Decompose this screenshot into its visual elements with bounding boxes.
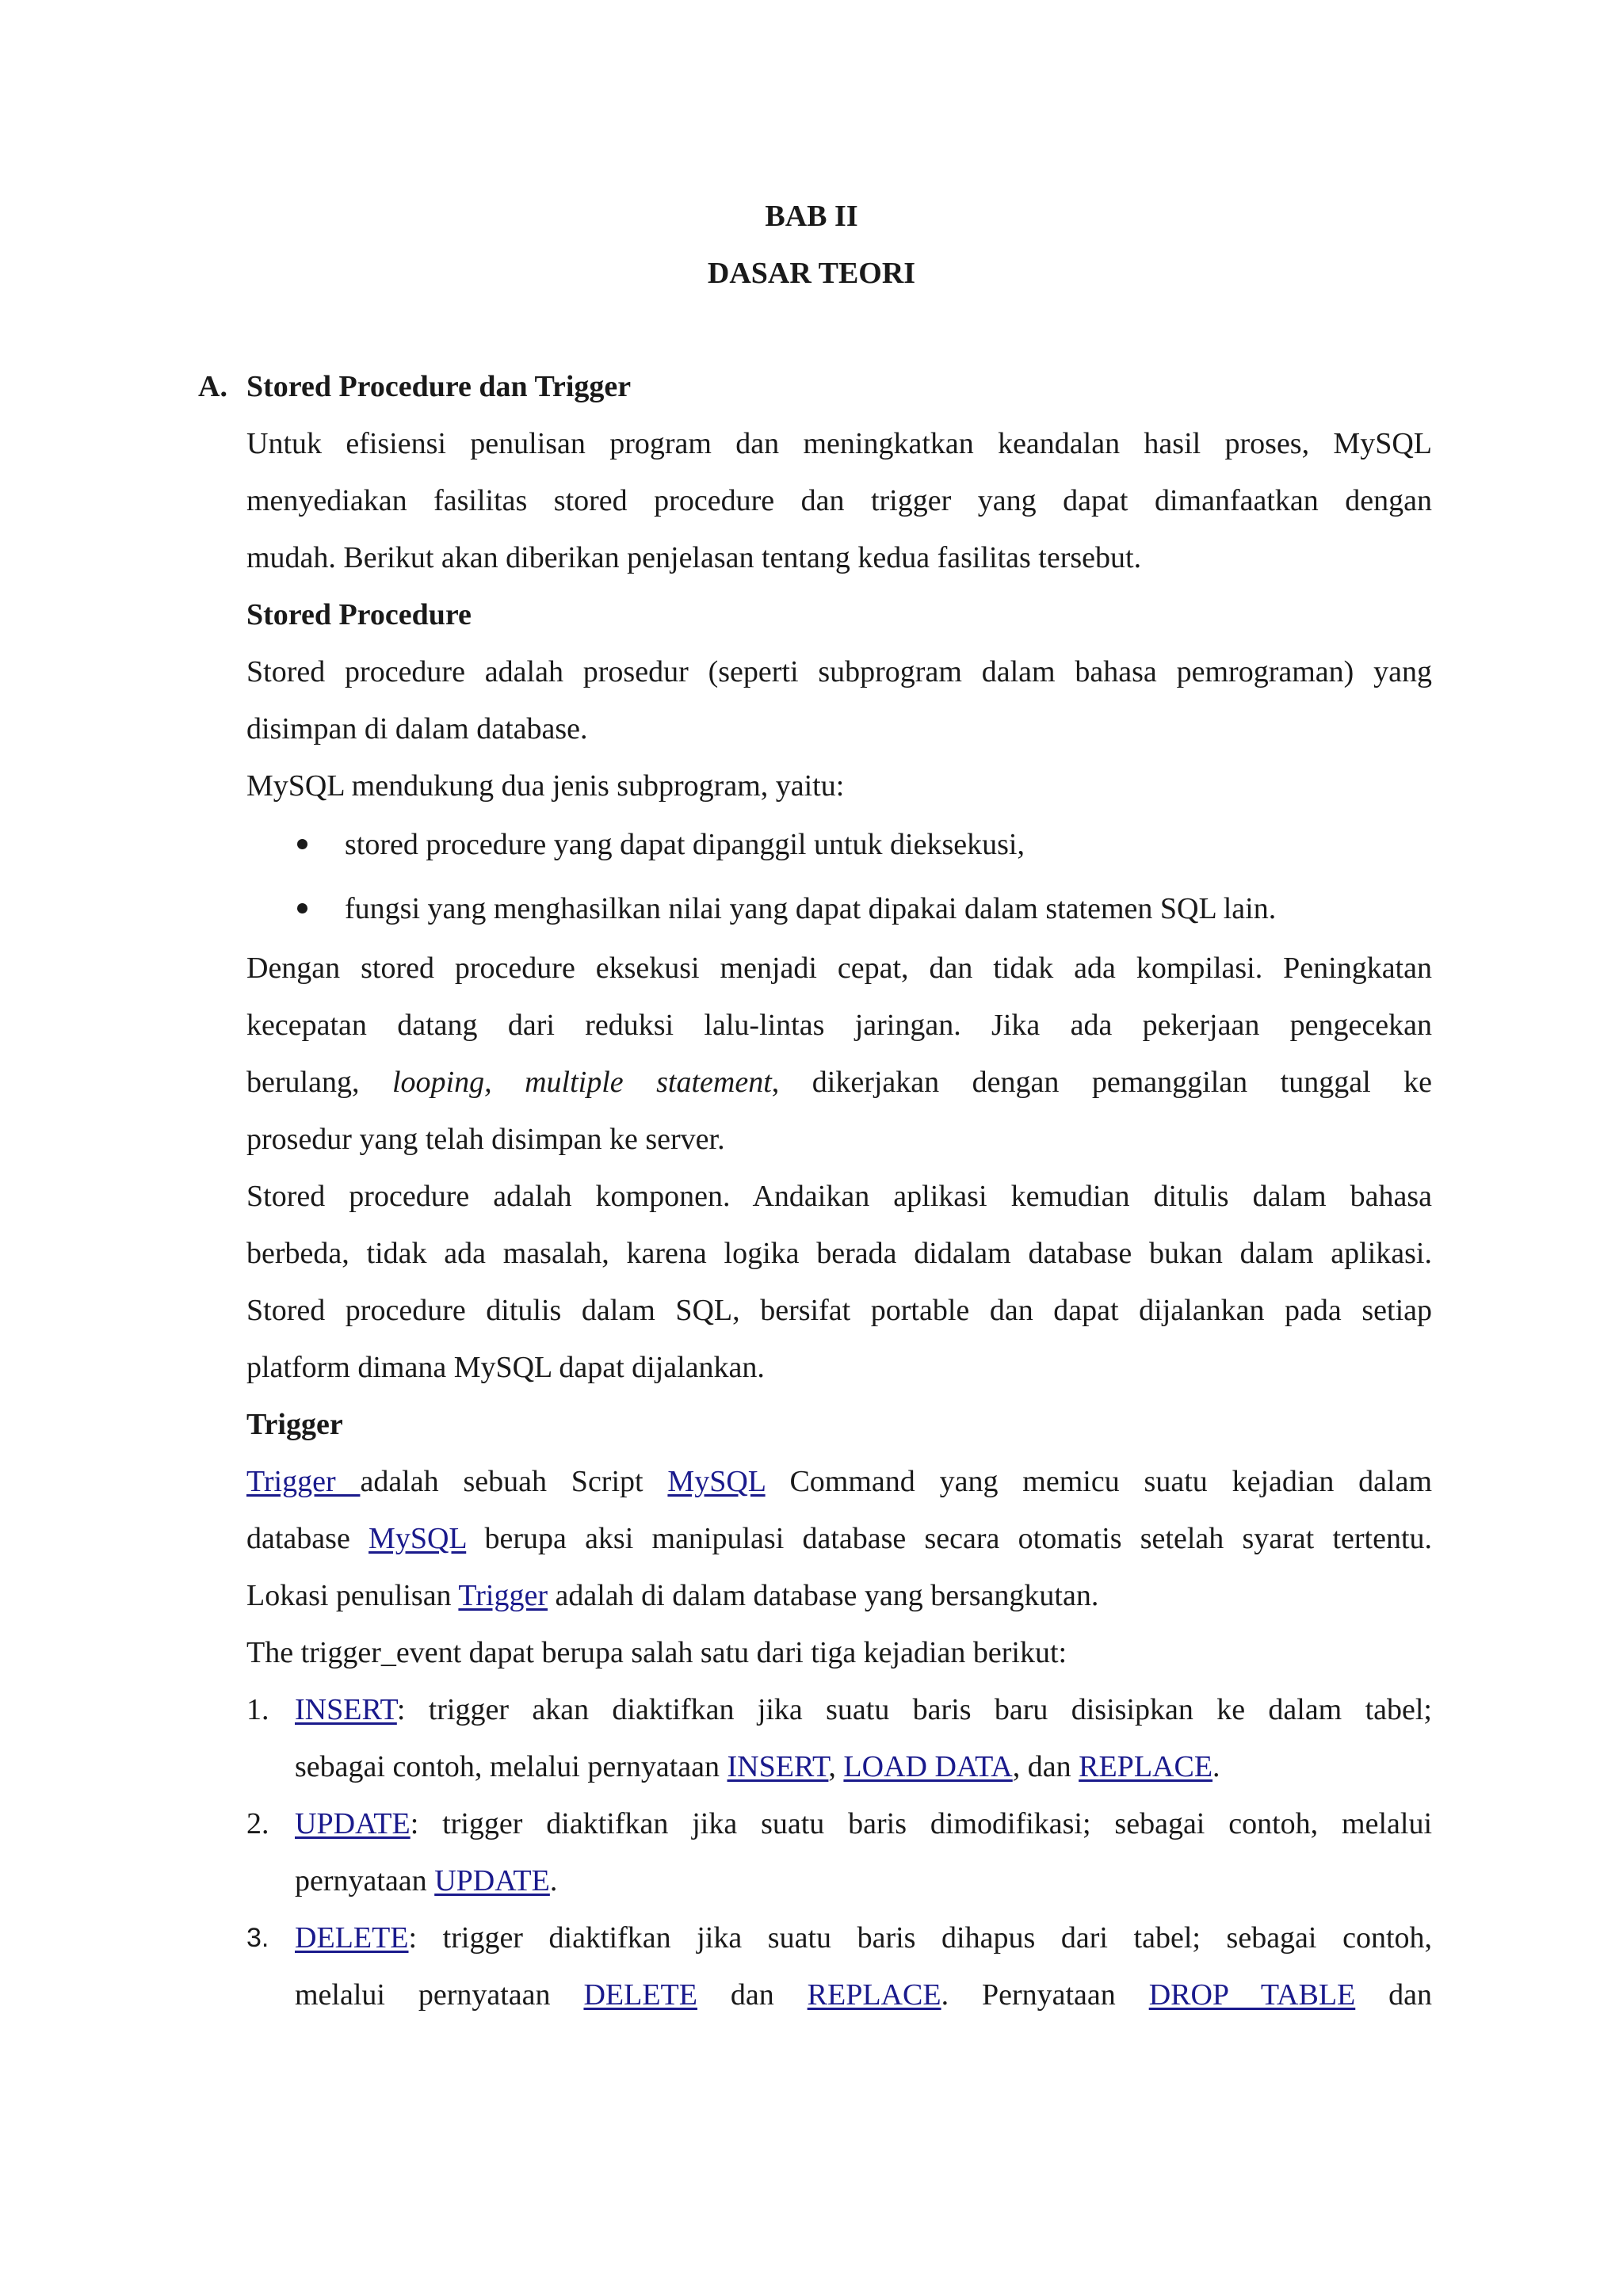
event-insert-comma: , <box>828 1750 836 1783</box>
sp-def-line-2: disimpan di dalam database. <box>246 712 588 746</box>
replace-link[interactable]: REPLACE <box>1079 1750 1213 1783</box>
sp-heading: Stored Procedure <box>246 598 472 631</box>
trigger-p1-line-1 <box>246 1462 1432 1501</box>
intro-line-3: mudah. Berikut akan diberikan penjelasan tentang kedua fasilitas tersebut. <box>246 541 1142 574</box>
update-link[interactable]: UPDATE <box>295 1807 411 1840</box>
delete-link-2[interactable]: DELETE <box>583 1978 697 2012</box>
intro-line-2: menyediakan fasilitas stored procedure dan trigger yang dapat dimanfaatkan dengan <box>246 484 1432 517</box>
trigger-text-1: adalah sebuah Script <box>360 1465 643 1498</box>
bullet-icon <box>297 839 307 849</box>
event-delete-text-5: dan <box>1388 1978 1433 2012</box>
trigger-text-3: database <box>246 1522 350 1555</box>
event-delete-text-1: : trigger diaktifkan jika suatu baris dihapus dari tabel; sebagai contoh, <box>408 1921 1432 1955</box>
sp-speed-text-a: berulang, <box>246 1066 360 1099</box>
sp-component-line-1: Stored procedure adalah komponen. Andaikan aplikasi kemudian ditulis dalam bahasa <box>246 1180 1432 1213</box>
event-delete-text-2: melalui pernyataan <box>295 1978 551 2012</box>
event-insert-text-2: sebagai contoh, melalui pernyataan <box>295 1750 720 1783</box>
event-delete-text-4: . Pernyataan <box>941 1978 1116 2012</box>
section-marker: A. <box>198 370 227 403</box>
load-data-link[interactable]: LOAD DATA <box>843 1750 1013 1783</box>
bullet-icon <box>297 903 307 913</box>
event-update-text-2: pernyataan <box>295 1864 427 1897</box>
insert-link[interactable]: INSERT <box>295 1693 397 1726</box>
drop-table-link[interactable]: DROP TABLE <box>1148 1978 1356 2012</box>
replace-link-2[interactable]: REPLACE <box>807 1978 941 2012</box>
event-update-text-1: : trigger diaktifkan jika suatu baris dimodifikasi; sebagai contoh, melalui <box>410 1807 1432 1840</box>
event-delete-number: 3. <box>246 1923 269 1953</box>
trigger-text-4: berupa aksi manipulasi database secara otomatis setelah syarat tertentu. <box>484 1522 1433 1555</box>
sp-def-line-1: Stored procedure adalah prosedur (seperti subprogram dalam bahasa pemrograman) yang <box>246 655 1432 688</box>
event-insert-period: . <box>1212 1750 1220 1783</box>
event-insert-number: 1. <box>246 1693 269 1726</box>
intro-line-1: Untuk efisiensi penulisan program dan meningkatkan keandalan hasil proses, MySQL <box>246 427 1432 460</box>
sp-speed-line-2: kecepatan datang dari reduksi lalu-lintas jaringan. Jika ada pekerjaan pengecekan <box>246 1009 1432 1042</box>
sp-speed-line-1: Dengan stored procedure eksekusi menjadi cepat, dan tidak ada kompilasi. Peningkatan <box>246 952 1432 985</box>
insert-link-2[interactable]: INSERT <box>727 1750 829 1783</box>
event-insert-line-2 <box>295 1747 1220 1787</box>
mysql-link[interactable]: MySQL <box>667 1465 766 1498</box>
update-link-2[interactable]: UPDATE <box>434 1864 550 1897</box>
trigger-events-intro: The trigger_event dapat berupa salah satu dari tiga kejadian berikut: <box>246 1636 1067 1669</box>
trigger-text-2: Command yang memicu suatu kejadian dalam <box>789 1465 1433 1498</box>
event-update-number: 2. <box>246 1807 269 1840</box>
event-delete-text-3: dan <box>730 1978 774 2012</box>
event-update-period: . <box>549 1864 558 1897</box>
trigger-p1-line-2 <box>246 1519 1432 1558</box>
event-delete-line-1 <box>295 1918 1432 1958</box>
chapter-label: BAB II <box>765 200 858 233</box>
event-insert-line-1 <box>295 1690 1432 1730</box>
delete-link[interactable]: DELETE <box>295 1921 409 1955</box>
mysql-link-2[interactable]: MySQL <box>369 1522 467 1555</box>
event-update-line-2 <box>295 1861 557 1901</box>
sp-speed-text-c: , dikerjakan dengan pemanggilan tunggal ke <box>771 1066 1432 1099</box>
trigger-link[interactable]: Trigger <box>246 1465 361 1498</box>
sp-component-line-2: berbeda, tidak ada masalah, karena logika berada didalam database bukan dalam aplikasi. <box>246 1237 1432 1270</box>
sp-bullet-1: stored procedure yang dapat dipanggil untuk dieksekusi, <box>345 828 1025 861</box>
section-title: Stored Procedure dan Trigger <box>246 370 632 403</box>
sp-bullet-2: fungsi yang menghasilkan nilai yang dapat dipakai dalam statemen SQL lain. <box>345 892 1277 925</box>
sp-component-line-4: platform dimana MySQL dapat dijalankan. <box>246 1351 765 1384</box>
trigger-link-2[interactable]: Trigger <box>458 1579 548 1612</box>
event-delete-line-2 <box>295 1975 1432 2015</box>
sp-speed-line-3 <box>246 1062 1432 1102</box>
sp-speed-line-4: prosedur yang telah disimpan ke server. <box>246 1123 725 1156</box>
event-update-line-1 <box>295 1804 1432 1844</box>
event-insert-text-1: : trigger akan diaktifkan jika suatu baris baru disisipkan ke dalam tabel; <box>396 1693 1432 1726</box>
trigger-heading: Trigger <box>246 1408 343 1441</box>
trigger-p1-line-3 <box>246 1576 1098 1615</box>
sp-component-line-3: Stored procedure ditulis dalam SQL, bersifat portable dan dapat dijalankan pada setiap <box>246 1294 1432 1327</box>
event-insert-text-3: , dan <box>1012 1750 1071 1783</box>
sp-types-intro: MySQL mendukung dua jenis subprogram, yaitu: <box>246 769 845 803</box>
sp-speed-italic: looping, multiple statement <box>391 1066 772 1099</box>
chapter-title: DASAR TEORI <box>707 257 916 290</box>
trigger-text-6: adalah di dalam database yang bersangkutan. <box>555 1579 1099 1612</box>
trigger-text-5: Lokasi penulisan <box>246 1579 452 1612</box>
